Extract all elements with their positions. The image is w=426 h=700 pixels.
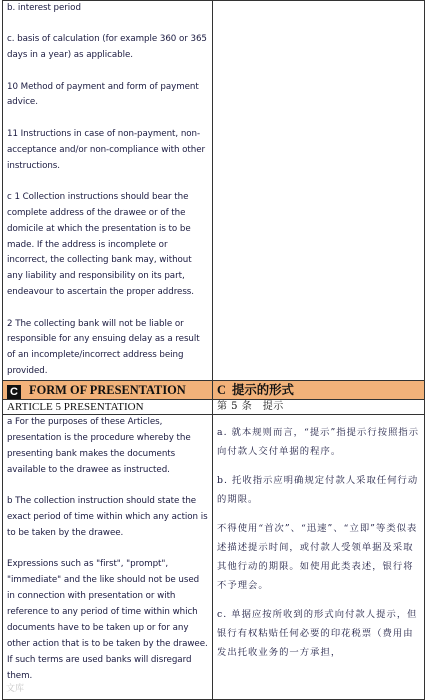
section-letter-badge: C [7, 385, 21, 399]
article-body-row [3, 415, 425, 700]
section-header-row [3, 381, 425, 400]
section-header-chinese [213, 381, 425, 400]
paragraph-zh-presentation-definition: a. 就本规则而言，“提示”指提示行按照指示向付款人交付单据的程序。 [217, 427, 420, 458]
article-body-chinese [213, 415, 425, 700]
paragraph-ambiguous-expressions: Expressions such as "first", "prompt", "immediate" and the like should not be used in connection with presentation or with reference to any period of time within which documents have to be taken up or for any other action that is to be taken by the drawee. If such terms are used banks will disregard them. [7, 559, 208, 681]
top-row [3, 1, 425, 381]
section-title-chinese: 提示的形式 [231, 383, 294, 398]
paragraph-zh-presentation-form: c. 单据应按所收到的形式向付款人提示，但银行有权粘贴任何必要的印花税票（费用由发出托收业务的一方承担， [217, 609, 418, 659]
paragraph-non-payment-instructions: 11 Instructions in case of non-payment, non-acceptance and/or non-compliance with other instructions. [7, 128, 206, 171]
article-body-english [3, 415, 213, 700]
section-title-english: FORM OF PRESENTATION [29, 383, 186, 398]
top-english-cell [3, 1, 213, 381]
document-page [2, 0, 424, 699]
article-title-chinese: 第 5 条 提示 [213, 400, 425, 415]
article-header-row [3, 400, 425, 415]
paragraph-zh-period-of-time: b. 托收指示应明确规定付款人采取任何行动的期限。 [217, 475, 419, 506]
top-chinese-cell-empty [213, 1, 425, 381]
paragraph-zh-ambiguous-expressions: 不得使用“首次”、“迅速”、“立即”等类似表述描述提示时间，或付款人受领单据及采取其他行动的期限。如使用此类表述，银行将不予理会。 [217, 523, 418, 592]
section-header-english [3, 381, 213, 400]
paragraph-basis-of-calculation: c. basis of calculation (for example 360 or 365 days in a year) as applicable. [7, 34, 207, 61]
watermark-logo: 文库 [6, 684, 25, 694]
paragraph-presentation-definition: a For the purposes of these Articles, presentation is the procedure whereby the presenting bank makes the documents available to the drawee as instructed. [7, 417, 191, 475]
paragraph-incorrect-address-liability: 2 The collecting bank will not be liable or responsible for any ensuing delay as a result of an incomplete/incorrect address being provided. [7, 318, 200, 377]
paragraph-interest-period: b. interest period [7, 3, 81, 13]
paragraph-drawee-address: c 1 Collection instructions should bear the complete address of the drawee or of the domicile at which the presentation is to be made. If the address is incomplete or incorrect, the collecting bank may, without any liability and responsibility on its part, endeavour to ascertain the proper address. [7, 191, 194, 298]
paragraph-method-of-payment: 10 Method of payment and form of payment advice. [7, 81, 199, 108]
section-letter-chinese: C [217, 383, 226, 398]
rules-table [2, 0, 425, 700]
paragraph-period-of-time: b The collection instruction should state the exact period of time within which any action is to be taken by the drawee. [7, 496, 208, 538]
article-title-english: ARTICLE 5 PRESENTATION [3, 400, 213, 415]
